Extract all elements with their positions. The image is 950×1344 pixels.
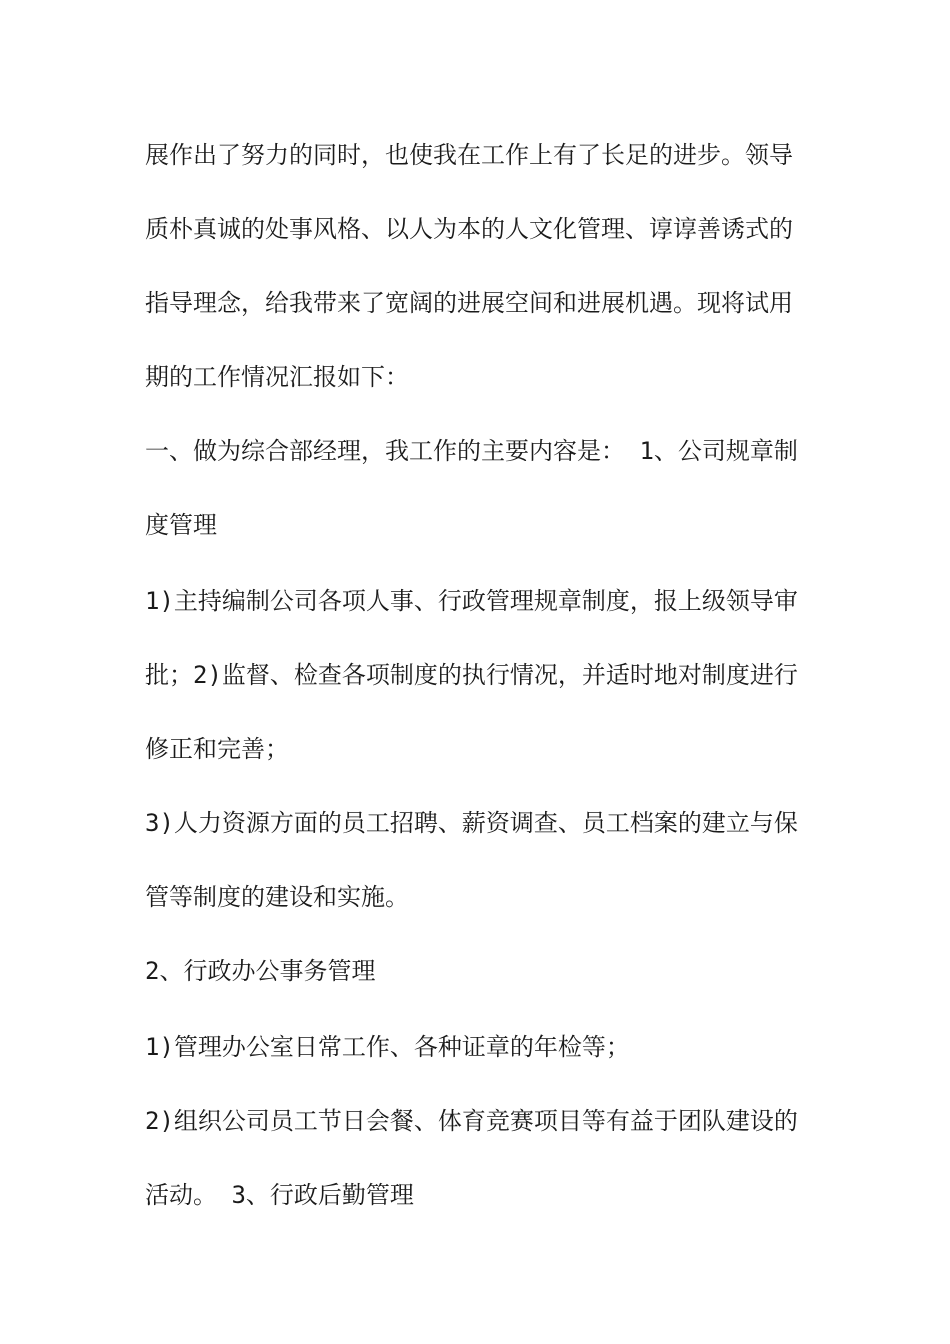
text-line-4: 期的工作情况汇报如下：	[145, 363, 409, 391]
text-line-10: 3)人力资源方面的员工招聘、薪资调查、员工档案的建立与保	[145, 809, 798, 837]
text-line-12: 2、行政办公事务管理	[145, 957, 376, 985]
text-line-15: 活动。 3、行政后勤管理	[145, 1181, 414, 1209]
text-line-14: 2)组织公司员工节日会餐、体育竞赛项目等有益于团队建设的	[145, 1107, 798, 1135]
text-line-9: 修正和完善；	[145, 735, 289, 763]
text-line-1: 展作出了努力的同时，也使我在工作上有了长足的进步。领导	[145, 141, 793, 169]
text-line-5: 一、做为综合部经理，我工作的主要内容是： 1、公司规章制	[145, 437, 798, 465]
text-line-11: 管等制度的建设和实施。	[145, 883, 409, 911]
text-line-7: 1)主持编制公司各项人事、行政管理规章制度，报上级领导审	[145, 587, 798, 615]
text-line-8: 批；2)监督、检查各项制度的执行情况，并适时地对制度进行	[145, 661, 798, 689]
text-line-2: 质朴真诚的处事风格、以人为本的人文化管理、谆谆善诱式的	[145, 215, 793, 243]
text-line-13: 1)管理办公室日常工作、各种证章的年检等；	[145, 1033, 630, 1061]
text-line-6: 度管理	[145, 511, 217, 539]
text-line-3: 指导理念，给我带来了宽阔的进展空间和进展机遇。现将试用	[145, 289, 793, 317]
